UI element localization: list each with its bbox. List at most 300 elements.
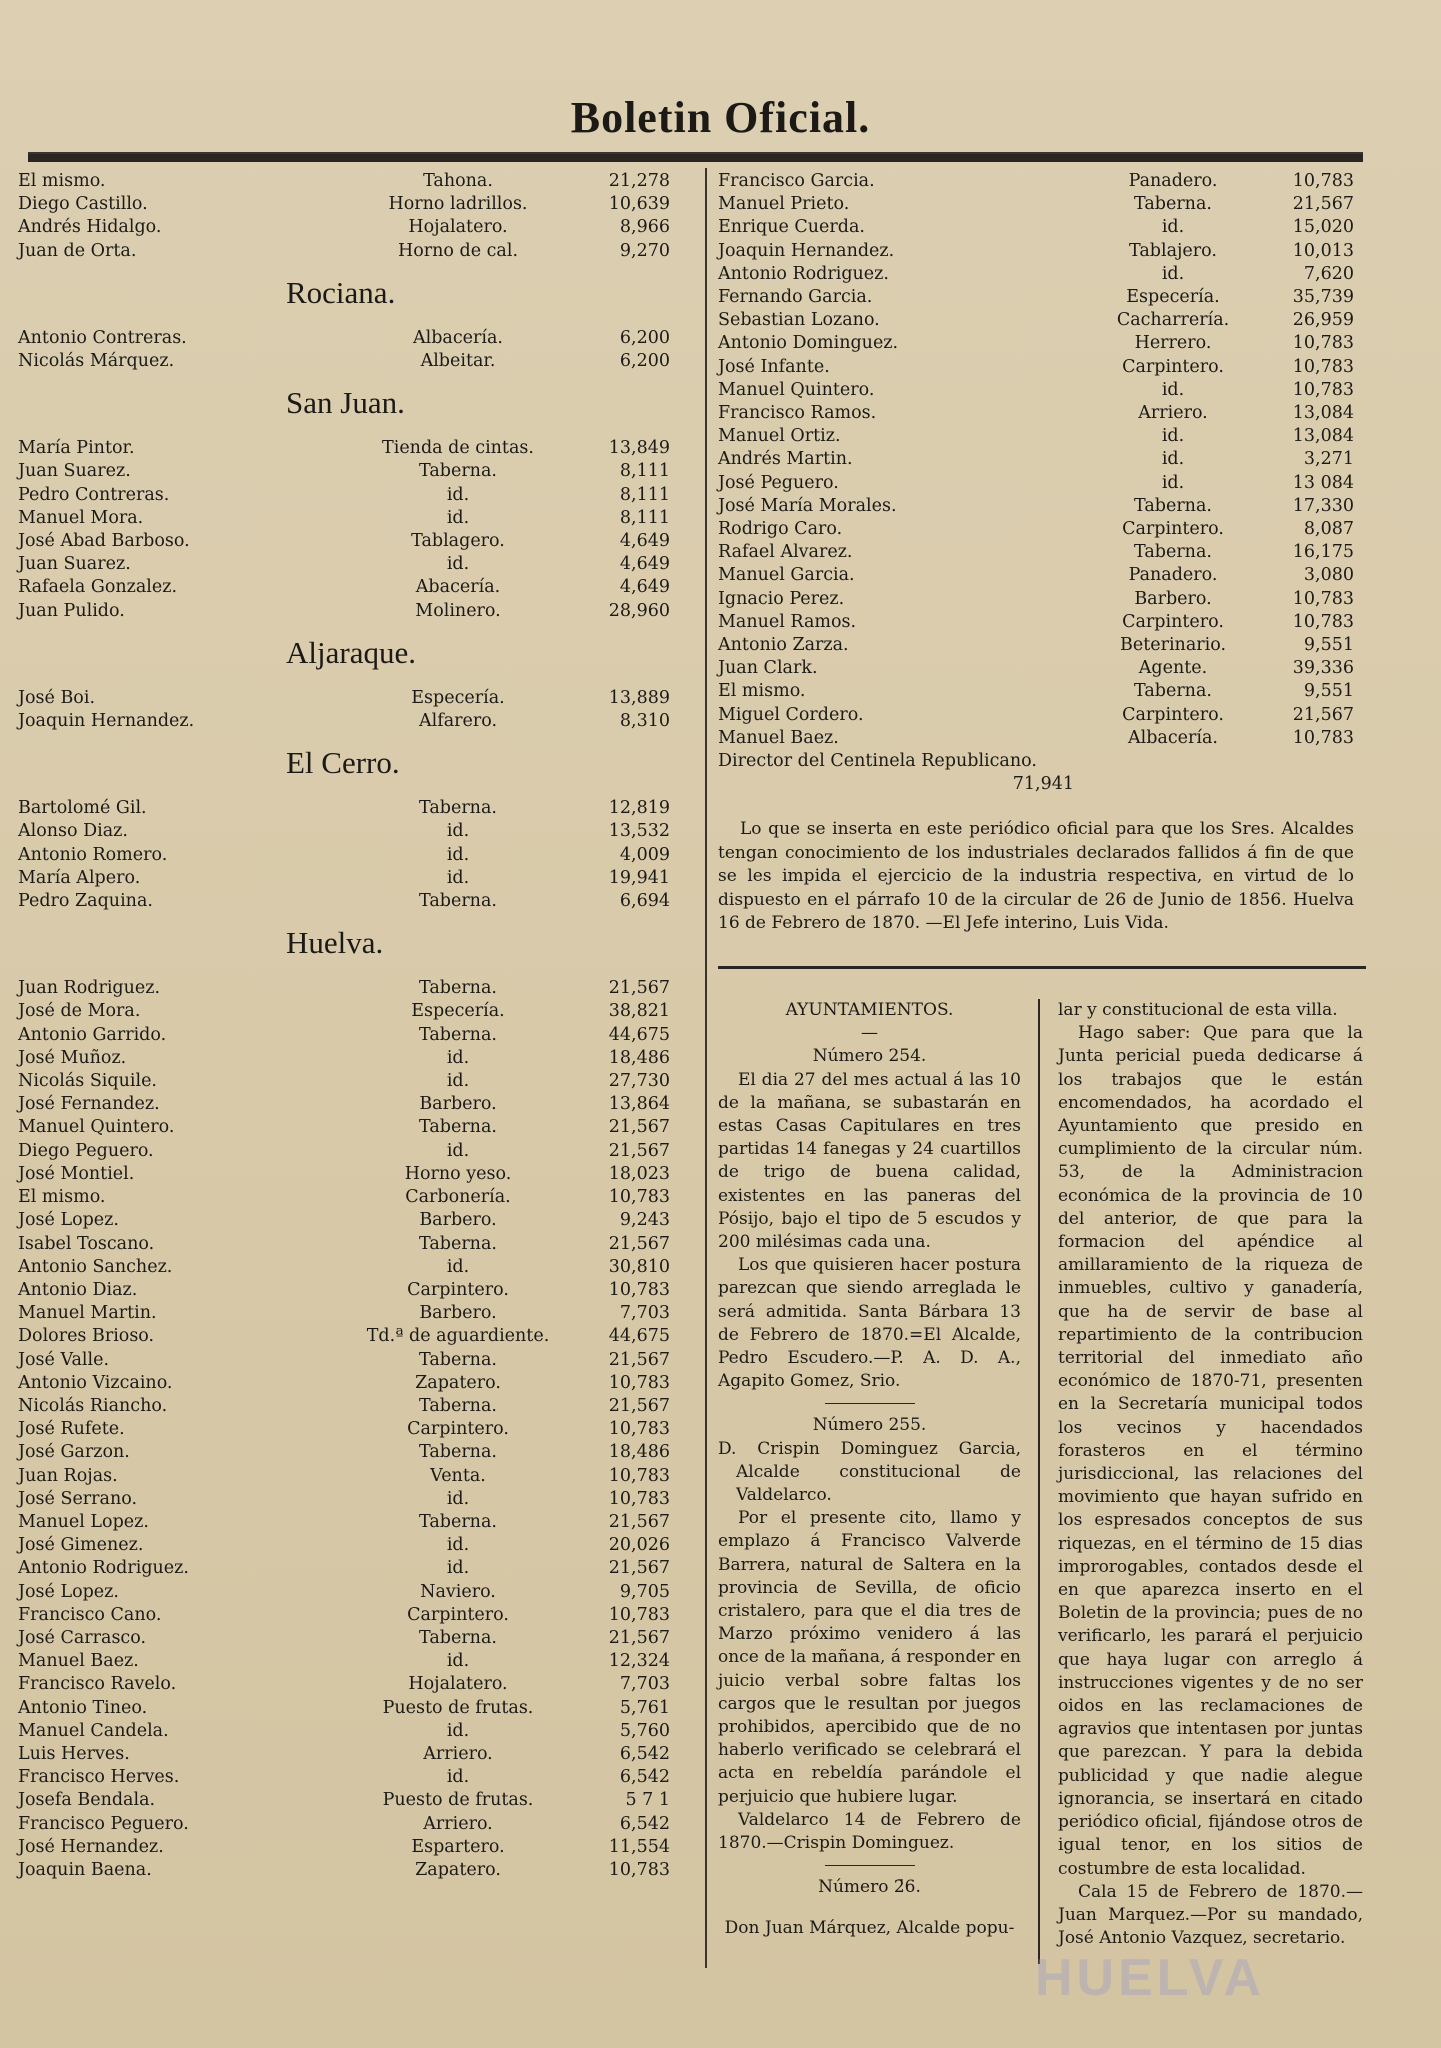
list-item — [18, 1024, 698, 1047]
list-item-name: Juan Pulido. — [18, 600, 125, 621]
list-item-amount: 18,023 — [608, 1163, 670, 1184]
list-item-name: José Peguero. — [718, 472, 839, 493]
list-item-name: Manuel Martin. — [18, 1303, 157, 1324]
library-watermark: HUELVA — [1035, 1949, 1266, 2007]
list-item-name: José Abad Barboso. — [18, 531, 190, 552]
list-item-occupation: Taberna. — [1134, 542, 1212, 563]
list-item-name: Antonio Diaz. — [18, 1279, 138, 1300]
list-item-name: El mismo. — [18, 171, 106, 191]
list-item-amount: 12,819 — [608, 798, 670, 819]
list-item — [718, 727, 1366, 750]
list-item-name: Francisco Ramos. — [718, 403, 877, 424]
list-item-occupation: id. — [446, 1535, 470, 1556]
list-item-amount: 26,959 — [1292, 310, 1354, 331]
list-item — [18, 1789, 698, 1812]
list-item-amount: 18,486 — [608, 1047, 670, 1068]
list-item — [18, 1720, 698, 1743]
list-item-occupation: Albeitar. — [420, 351, 496, 372]
list-item-name: María Pintor. — [18, 438, 135, 459]
list-item — [18, 1557, 698, 1580]
notice-255-text: Por el presente cito, llamo y emplazo á Francisco Valverde Barrera, natural de Saltera en la provincia de Sevilla, de oficio cristalero, para que el dia tres de Marzo próximo venidero á las once de la mañana, á responder en juicio verbal sobre faltas los cargos que le resultan por juegos prohibidos, apercibido que de no haberlo verificado se celebrará el acta en rebeldía parándole el perjuicio que hubiere lugar. — [718, 1508, 1021, 1807]
list-item-name: Joaquin Baena. — [18, 1859, 152, 1880]
town-heading: Rociana. — [286, 274, 396, 310]
list-item-name: José Montiel. — [18, 1163, 135, 1184]
list-item-name: José Serrano. — [18, 1488, 138, 1509]
subcolumn-divider — [1038, 999, 1040, 1964]
list-item — [718, 564, 1366, 587]
list-item-amount: 19,941 — [608, 867, 670, 888]
notice-256-text: Hago saber: Que para que la Junta pericial pueda dedicarse á los trabajos que le están encomendados, ha acordado el Ayuntamiento que presido en cumplimiento de la circular núm. 53, de la Administracion económica de la provincia de 10 del anterior, de que para la formacion del apéndice al amillaramiento de la riqueza de inmuebles, cultivo y ganadería, que ha de servir de base al repartimiento de la contribucion territorial del inmediato año económico de 1870-71, presenten en la Secretaría municipal todos los vecinos y hacendados forasteros en el término jurisdiccional, las relaciones del movimiento que hayan sufrido en los espresados conceptos de sus riquezas, en el término de 15 dias improrogables, contados desde el en que aparezca inserto en el Boletin de la provincia; pues de no verificarlo, les parará el perjuicio que haya lugar con arreglo á instrucciones vigentes y de no ser oidos en las reclamaciones de agravios que intentasen por juntas que parezcan. Y para la debida publicidad y que nadie alegue ignorancia, se insertará en citado periódico oficial, fijándose otros de igual tenor, en los sitios de costumbre de esta localidad. — [1058, 1023, 1363, 1879]
list-item-name: Dolores Brioso. — [18, 1326, 155, 1347]
list-item-occupation: Carpintero. — [407, 1604, 509, 1625]
list-item-name: José Lopez. — [18, 1210, 119, 1231]
list-item-name: Nicolás Riancho. — [18, 1395, 168, 1416]
list-item-amount: 16,175 — [1292, 542, 1354, 563]
list-item — [18, 437, 698, 460]
list-item-amount: 10,783 — [608, 1604, 670, 1625]
list-item-name: Ignacio Perez. — [718, 588, 845, 609]
list-item — [18, 867, 698, 890]
list-item-name: Andrés Hidalgo. — [18, 217, 162, 238]
list-item — [18, 460, 698, 483]
list-item — [718, 588, 1366, 611]
list-item-name: Manuel Baez. — [718, 727, 839, 748]
short-rule — [825, 1403, 915, 1404]
list-item-amount: 21,567 — [608, 1140, 670, 1161]
list-item — [718, 634, 1366, 657]
list-item — [18, 977, 698, 1000]
list-item-amount: 7,703 — [619, 1674, 670, 1695]
list-item-occupation: id. — [446, 1767, 470, 1788]
list-item-amount: 10,013 — [1292, 240, 1354, 261]
list-item-occupation: Barbero. — [419, 1210, 497, 1231]
notice-number-254: Número 254. — [812, 1046, 927, 1067]
list-item-amount: 21,567 — [608, 1395, 670, 1416]
list-item-amount: 21,278 — [608, 171, 670, 191]
list-item-name: José María Morales. — [718, 495, 897, 516]
list-item-name: José Boi. — [18, 687, 96, 708]
list-item-occupation: id. — [446, 1256, 470, 1277]
notice-256-signature: Cala 15 de Febrero de 1870.—Juan Marquez.—Por su mandado, José Antonio Vazquez, secretario. — [1058, 1881, 1363, 1949]
list-item-amount: 44,675 — [608, 1024, 670, 1045]
list-item — [18, 1441, 698, 1464]
list-item — [18, 890, 698, 913]
list-item-occupation: Tablajero. — [1129, 240, 1217, 261]
list-item-amount: 15,020 — [1292, 217, 1354, 238]
list-item-name: Antonio Garrido. — [18, 1024, 167, 1045]
list-item-amount: 10,783 — [1292, 356, 1354, 377]
list-item — [718, 379, 1366, 402]
list-item-name: Manuel Baez. — [18, 1651, 139, 1672]
list-item-amount: 12,324 — [608, 1651, 670, 1672]
list-item-occupation: Carpintero. — [1122, 704, 1224, 725]
list-item-occupation: id. — [446, 1047, 470, 1068]
list-item-amount: 6,542 — [619, 1813, 670, 1834]
list-item-amount: 10,783 — [1292, 379, 1354, 400]
list-item — [18, 797, 698, 820]
list-item-occupation: Tienda de cintas. — [382, 438, 534, 459]
list-item-amount: 10,783 — [608, 1372, 670, 1393]
list-item-amount: 10,783 — [1292, 611, 1354, 632]
list-item-name: Sebastian Lozano. — [718, 310, 880, 331]
list-item — [18, 1116, 698, 1139]
list-item-occupation: Barbero. — [419, 1094, 497, 1115]
list-item-amount: 4,009 — [619, 844, 670, 865]
list-item-name: Nicolás Siquile. — [18, 1071, 157, 1092]
list-item — [18, 1813, 698, 1836]
list-item-occupation: id. — [1161, 449, 1185, 470]
list-item-amount: 17,330 — [1292, 495, 1354, 516]
list-item — [718, 704, 1366, 727]
list-item-name: Francisco Herves. — [18, 1767, 180, 1788]
list-item-name: Pedro Contreras. — [18, 484, 170, 505]
notice-number-255: Número 255. — [812, 1415, 927, 1436]
list-item-occupation: Hojalatero. — [408, 217, 508, 238]
list-item-amount: 10,783 — [608, 1859, 670, 1880]
list-item-occupation: Carbonería. — [405, 1187, 511, 1208]
list-item-occupation: Carpintero. — [1122, 356, 1224, 377]
list-item-name: Francisco Garcia. — [718, 171, 875, 191]
list-item-amount: 4,649 — [619, 577, 670, 598]
list-item-occupation: Taberna. — [419, 461, 497, 482]
left-column — [18, 170, 698, 1882]
list-item-occupation: Beterinario. — [1119, 635, 1227, 656]
list-item — [18, 1000, 698, 1023]
list-item — [18, 1697, 698, 1720]
list-item — [18, 1186, 698, 1209]
list-item-name: Juan Rojas. — [18, 1465, 118, 1486]
list-item-occupation: Horno de cal. — [397, 240, 519, 261]
list-item-occupation: Horno yeso. — [404, 1163, 512, 1184]
list-item — [18, 1511, 698, 1534]
list-item-occupation: Panadero. — [1128, 565, 1218, 586]
list-item-amount: 7,703 — [619, 1303, 670, 1324]
list-item-name: Manuel Quintero. — [718, 379, 875, 400]
list-item-amount: 10,783 — [608, 1488, 670, 1509]
list-item-occupation: Horno ladrillos. — [388, 194, 528, 215]
list-item-name: Francisco Ravelo. — [18, 1674, 177, 1695]
list-item-occupation: Taberna. — [419, 1349, 497, 1370]
list-item-name: Manuel Lopez. — [18, 1511, 149, 1532]
dash-mark: — — [861, 1023, 878, 1044]
list-item-amount: 9,243 — [619, 1210, 670, 1231]
list-item-amount: 8,310 — [619, 711, 670, 732]
list-item-occupation: id. — [446, 844, 470, 865]
list-item-amount: 21,567 — [608, 1233, 670, 1254]
list-item — [718, 332, 1366, 355]
list-item-occupation: Carpintero. — [407, 1419, 509, 1440]
list-item-amount: 13,849 — [608, 438, 670, 459]
list-item-name: Manuel Ramos. — [718, 611, 857, 632]
list-item-occupation: Puesto de frutas. — [382, 1790, 534, 1811]
list-item — [18, 216, 698, 239]
list-item-amount: 44,675 — [608, 1326, 670, 1347]
list-item-occupation: Taberna. — [1134, 194, 1212, 215]
list-item-name: Diego Peguero. — [18, 1140, 154, 1161]
list-item-amount: 9,551 — [1303, 635, 1354, 656]
list-item-name: Rafaela Gonzalez. — [18, 577, 178, 598]
list-item — [718, 216, 1366, 239]
list-item-name: Antonio Tineo. — [18, 1697, 148, 1718]
list-item-name: José Gimenez. — [18, 1535, 144, 1556]
list-item-name: José Rufete. — [18, 1419, 125, 1440]
list-item-occupation: Taberna. — [1134, 495, 1212, 516]
list-item-occupation: Td.ª de aguardiente. — [366, 1326, 550, 1347]
list-item — [18, 1534, 698, 1557]
list-item — [18, 1465, 698, 1488]
list-item-amount: 6,200 — [619, 351, 670, 372]
right-list — [718, 170, 1366, 796]
list-item-amount: 5,760 — [619, 1720, 670, 1741]
list-item-name: Fernando Garcia. — [718, 287, 873, 308]
list-item-occupation: Tablagero. — [411, 531, 505, 552]
list-item-name: Manuel Candela. — [18, 1720, 169, 1741]
list-item-name: Antonio Dominguez. — [718, 333, 899, 354]
list-item-amount: 10,639 — [608, 194, 670, 215]
list-item-name: Diego Castillo. — [18, 194, 148, 215]
list-item-occupation: Albacería. — [413, 327, 503, 348]
list-item-occupation: Puesto de frutas. — [382, 1697, 534, 1718]
list-item — [718, 309, 1366, 332]
list-item — [18, 1673, 698, 1696]
list-item-occupation: Taberna. — [419, 1627, 497, 1648]
notice-255-signature: Valdelarco 14 de Febrero de 1870.—Crispin Dominguez. — [718, 1809, 1021, 1854]
list-item-occupation: id. — [446, 1071, 470, 1092]
list-item-name: Alonso Diaz. — [18, 821, 128, 842]
list-item-occupation: Taberna. — [419, 1511, 497, 1532]
list-item-amount: 8,966 — [619, 217, 670, 238]
list-item-occupation: Especería. — [411, 1001, 505, 1022]
notice-number-256: Número 2̄6. — [818, 1877, 921, 1898]
short-rule — [825, 1865, 915, 1866]
list-item-name: Joaquin Hernandez. — [18, 711, 195, 732]
list-item-name: María Alpero. — [18, 867, 141, 888]
list-item — [18, 1070, 698, 1093]
list-item — [18, 1418, 698, 1441]
list-item-amount: 4,649 — [619, 531, 670, 552]
list-item-name: Manuel Ortiz. — [718, 426, 841, 447]
list-item-name: Francisco Cano. — [18, 1604, 162, 1625]
list-item-amount: 10,783 — [608, 1187, 670, 1208]
list-item-amount: 8,087 — [1303, 519, 1354, 540]
list-item — [18, 1859, 698, 1882]
list-item-occupation: Taberna. — [419, 1024, 497, 1045]
list-item — [718, 356, 1366, 379]
list-item-name: Manuel Quintero. — [18, 1117, 175, 1138]
list-item-amount: 4,649 — [619, 554, 670, 575]
list-item-amount: 21,567 — [608, 1558, 670, 1579]
list-item-occupation: Carpintero. — [1122, 611, 1224, 632]
list-item — [718, 680, 1366, 703]
list-item — [18, 1627, 698, 1650]
list-item-amount: 39,336 — [1292, 658, 1354, 679]
list-item — [18, 1163, 698, 1186]
list-item — [18, 193, 698, 216]
list-item-amount: 10,783 — [608, 1279, 670, 1300]
list-item-amount: 28,960 — [608, 600, 670, 621]
list-item-name: Francisco Peguero. — [18, 1813, 189, 1834]
list-item — [718, 518, 1366, 541]
list-item-amount: 38,821 — [608, 1001, 670, 1022]
list-item-amount: 9,270 — [619, 240, 670, 261]
list-item-occupation: Taberna. — [419, 1117, 497, 1138]
list-item-occupation: id. — [446, 1558, 470, 1579]
list-item-name: Juan Suarez. — [18, 554, 131, 575]
list-item-name: Antonio Rodriguez. — [718, 263, 889, 284]
list-item-amount: 21,567 — [608, 1627, 670, 1648]
list-item — [718, 402, 1366, 425]
list-item — [718, 495, 1366, 518]
list-item-amount: 8,111 — [619, 484, 670, 505]
list-item-amount: 10,783 — [1292, 588, 1354, 609]
list-item-amount: 9,705 — [619, 1581, 670, 1602]
list-item-name: José Infante. — [718, 356, 830, 377]
list-item — [18, 1047, 698, 1070]
list-item — [18, 1743, 698, 1766]
town-heading: El Cerro. — [286, 745, 400, 781]
list-item — [18, 1325, 698, 1348]
list-item-occupation: Agente. — [1138, 658, 1208, 679]
list-item-amount: 21,567 — [608, 1117, 670, 1138]
list-item-amount: 10,783 — [608, 1419, 670, 1440]
list-item-occupation: Barbero. — [1134, 588, 1212, 609]
list-item-name: José Hernandez. — [18, 1836, 164, 1857]
list-item-occupation: Carpintero. — [407, 1279, 509, 1300]
list-item-amount: 21,567 — [1292, 194, 1354, 215]
list-item-occupation: Arriero. — [1138, 403, 1208, 424]
list-item — [18, 1233, 698, 1256]
list-item-name: Josefa Bendala. — [18, 1790, 156, 1811]
list-item-name: José Valle. — [18, 1349, 110, 1370]
list-item-occupation: Taberna. — [419, 978, 497, 999]
list-item-amount: 13,864 — [608, 1094, 670, 1115]
notice-paragraph: Lo que se inserta en este periódico oficial para que los Sres. Alcaldes tengan conocimiento de los industriales declarados fallidos á fin de que se les impida el ejercicio de la industria respectiva, en virtud de lo dispuesto en el párrafo 10 de la circular de 26 de Junio de 1856. Huelva 16 de Febrero de 1870. —El Jefe interino, Luis Vida. — [718, 819, 1354, 934]
list-item-occupation: id. — [446, 1651, 470, 1672]
list-item-occupation: Alfarero. — [418, 711, 498, 732]
list-item — [18, 553, 698, 576]
list-item-name: Antonio Vizcaino. — [18, 1372, 173, 1393]
list-item — [18, 1349, 698, 1372]
list-item-amount: 21,567 — [608, 1511, 670, 1532]
section-rule — [718, 966, 1366, 969]
list-item — [18, 687, 698, 710]
list-item-occupation — [1258, 750, 1368, 773]
list-item — [18, 1581, 698, 1604]
list-item — [18, 507, 698, 530]
list-item-name: Antonio Rodriguez. — [18, 1558, 189, 1579]
list-item-occupation: Zapatero. — [415, 1372, 501, 1393]
list-item — [18, 844, 698, 867]
list-item-amount: 3,080 — [1303, 565, 1354, 586]
list-item-amount: 10,783 — [1292, 171, 1354, 191]
list-item-amount: 18,486 — [608, 1442, 670, 1463]
list-item — [18, 600, 698, 623]
notice-254-signature: Los que quisieren hacer postura parezcan que siendo arreglada le será admitida. Santa Bárbara 13 de Febrero de 1870.=El Alcalde, Pedro Escudero.—P. A. D. A., Agapito Gomez, Srio. — [718, 1255, 1021, 1392]
list-item — [18, 1836, 698, 1859]
list-item-name: Juan Rodriguez. — [18, 978, 161, 999]
list-item-occupation: Albacería. — [1128, 727, 1218, 748]
list-item-amount: 8,111 — [619, 461, 670, 482]
list-item-amount: 5,761 — [619, 1697, 670, 1718]
list-item-name: Pedro Zaquina. — [18, 891, 153, 912]
list-item-name: El mismo. — [18, 1187, 106, 1208]
list-item-occupation: Molinero. — [415, 600, 501, 621]
list-item — [18, 350, 698, 373]
list-item-amount: 10,783 — [1292, 727, 1354, 748]
list-item — [18, 1256, 698, 1279]
list-item-name: Luis Herves. — [18, 1743, 130, 1764]
list-item-name: Manuel Mora. — [18, 507, 144, 528]
list-item-occupation: Taberna. — [419, 891, 497, 912]
list-item — [18, 710, 698, 733]
list-item-name: Joaquin Hernandez. — [718, 240, 895, 261]
column-divider — [705, 168, 707, 1968]
list-item — [718, 170, 1366, 193]
list-item-amount: 3,271 — [1303, 449, 1354, 470]
list-item-occupation: id. — [1161, 426, 1185, 447]
list-item-name: Manuel Garcia. — [718, 565, 855, 586]
list-item-occupation: Panadero. — [1128, 171, 1218, 191]
list-item-amount: 21,567 — [608, 978, 670, 999]
list-item-amount: 13,532 — [608, 821, 670, 842]
masthead-title: Boletin Oficial. — [570, 93, 871, 142]
list-item — [718, 750, 1366, 796]
notice-255-header: D. Crispin Dominguez Garcia, Alcalde constitucional de Valdelarco. — [718, 1438, 1021, 1506]
list-item — [18, 484, 698, 507]
list-item — [718, 286, 1366, 309]
list-item — [18, 1604, 698, 1627]
list-item — [18, 1302, 698, 1325]
list-item — [718, 193, 1366, 216]
list-item-name: Manuel Prieto. — [718, 194, 850, 215]
list-item — [18, 1279, 698, 1302]
town-heading: San Juan. — [286, 385, 405, 421]
list-item-name: Antonio Romero. — [18, 844, 168, 865]
list-item — [18, 1766, 698, 1789]
section-heading: AYUNTAMIENTOS. — [785, 999, 954, 1020]
list-item-name: José de Mora. — [18, 1001, 141, 1022]
list-item — [718, 240, 1366, 263]
list-item-amount: 13,084 — [1292, 403, 1354, 424]
list-item — [718, 263, 1366, 286]
list-item-name: Nicolás Márquez. — [18, 351, 175, 372]
list-item — [718, 425, 1366, 448]
list-item-name: José Lopez. — [18, 1581, 119, 1602]
list-item-occupation: Taberna. — [419, 1233, 497, 1254]
list-item-occupation: Espartero. — [411, 1836, 505, 1857]
list-item-occupation: Hojalatero. — [408, 1674, 508, 1695]
list-item — [18, 576, 698, 599]
list-item-name: Antonio Zarza. — [718, 635, 849, 656]
notice-256-header: Don Juan Márquez, Alcalde popu- — [724, 1917, 1015, 1938]
list-item-name: Rafael Alvarez. — [718, 542, 853, 563]
list-item-amount: 8,111 — [619, 507, 670, 528]
list-item — [18, 327, 698, 350]
list-item-occupation: Taberna. — [1134, 681, 1212, 702]
ayuntamientos-left — [718, 999, 1021, 1957]
list-item — [18, 1209, 698, 1232]
list-item-name: José Garzon. — [18, 1442, 130, 1463]
list-item-amount: 21,567 — [1292, 704, 1354, 725]
list-item-occupation: Taberna. — [419, 1442, 497, 1463]
list-item — [18, 240, 698, 263]
list-item-amount: 7,620 — [1303, 263, 1354, 284]
header-rule — [28, 152, 1363, 162]
list-item-occupation: id. — [1161, 217, 1185, 238]
list-item-name: Antonio Sanchez. — [18, 1256, 173, 1277]
list-item-amount: 9,551 — [1303, 681, 1354, 702]
list-item-name: José Carrasco. — [18, 1627, 147, 1648]
